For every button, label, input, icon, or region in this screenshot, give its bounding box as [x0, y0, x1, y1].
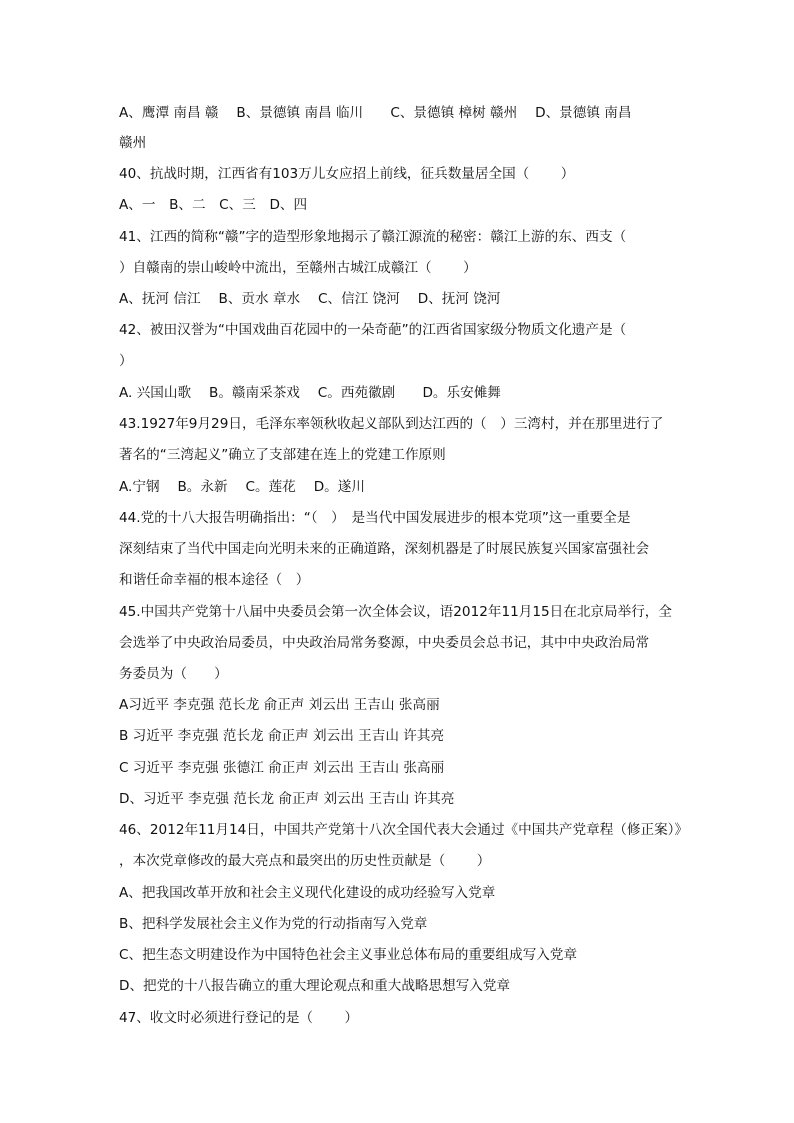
- question-44-line-1: 44.党的十八大报告明确指出：“（ ） 是当代中国发展进步的根本党项”这一重要全是: [119, 510, 631, 526]
- question-46-line-1: 46、2012年11月14日，中国共产党第十八次全国代表大会通过《中国共产党章程（修正案）》: [119, 822, 689, 838]
- option-45-b: B 习近平 李克强 范长龙 俞正声 刘云出 王吉山 许其亮: [119, 728, 445, 744]
- option-line-39: A、鹰潭 南昌 赣 B、景德镇 南昌 临川 C、景德镇 樟树 赣州 D、景德镇 南昌: [119, 105, 632, 121]
- options-43: A.宁钢 B。永新 C。莲花 D。遂川: [119, 479, 365, 495]
- question-43-line-1: 43.1927年9月29日，毛泽东率领秋收起义部队到达江西的（ ）三湾村，并在那里进行了: [119, 416, 664, 432]
- question-44-line-2: 深刻结束了当代中国走向光明未来的正确道路，深刻机器是了时展民族复兴国家富强社会: [119, 541, 650, 557]
- question-45-line-3: 务委员为（ ）: [119, 666, 228, 682]
- question-46-line-2: ，本次党章修改的最大亮点和最突出的历史性贡献是（ ）: [119, 853, 491, 869]
- question-44-line-3: 和谐任命幸福的根本途径（ ）: [119, 572, 310, 588]
- option-46-b: B、把科学发展社会主义作为党的行动指南写入党章: [119, 916, 428, 932]
- question-45-line-2: 会选举了中央政治局委员，中央政治局常务婺源，中央委员会总书记，其中中央政治局常: [119, 635, 650, 651]
- options-40: A、一 B、二 C、三 D、四: [119, 197, 308, 213]
- question-47: 47、收文时必须进行登记的是（ ）: [119, 1010, 359, 1026]
- option-line-39-wrap: 赣州: [119, 135, 147, 151]
- question-41-line-2: ）自赣南的崇山峻岭中流出，至赣州古城江成赣江（ ）: [119, 260, 477, 276]
- question-45-line-1: 45.中国共产党第十八届中央委员会第一次全体会议，语2012年11月15日在北京局举行，全: [119, 604, 672, 620]
- question-43-line-2: 著名的“三湾起义”确立了支部建在连上的党建工作原则: [119, 447, 446, 463]
- question-42-line-1: 42、被田汉誉为“中国戏曲百花园中的一朵奇葩”的江西省国家级分物质文化遗产是（: [119, 322, 627, 338]
- question-42-line-2: ）: [119, 353, 133, 369]
- option-45-d: D、习近平 李克强 范长龙 俞正声 刘云出 王吉山 许其亮: [119, 791, 455, 807]
- options-41: A、抚河 信江 B、贡水 章水 C、信江 饶河 D、抚河 饶河: [119, 291, 501, 307]
- option-45-c: C 习近平 李克强 张德江 俞正声 刘云出 王吉山 张高丽: [119, 760, 445, 776]
- options-42: A. 兴国山歌 B。赣南采茶戏 C。西苑徽剧 D。乐安傩舞: [119, 385, 501, 401]
- question-41-line-1: 41、江西的简称“赣”字的造型形象地揭示了赣江源流的秘密：赣江上游的东、西支（: [119, 229, 627, 245]
- option-46-a: A、把我国改革开放和社会主义现代化建设的成功经验写入党章: [119, 885, 496, 901]
- question-40: 40、抗战时期，江西省有103万儿女应招上前线，征兵数量居全国（ ）: [119, 166, 575, 182]
- option-45-a: A习近平 李克强 范长龙 俞正声 刘云出 王吉山 张高丽: [119, 697, 440, 713]
- option-46-c: C、把生态文明建设作为中国特色社会主义事业总体布局的重要组成写入党章: [119, 947, 578, 963]
- option-46-d: D、把党的十八报告确立的重大理论观点和重大战略思想写入党章: [119, 978, 511, 994]
